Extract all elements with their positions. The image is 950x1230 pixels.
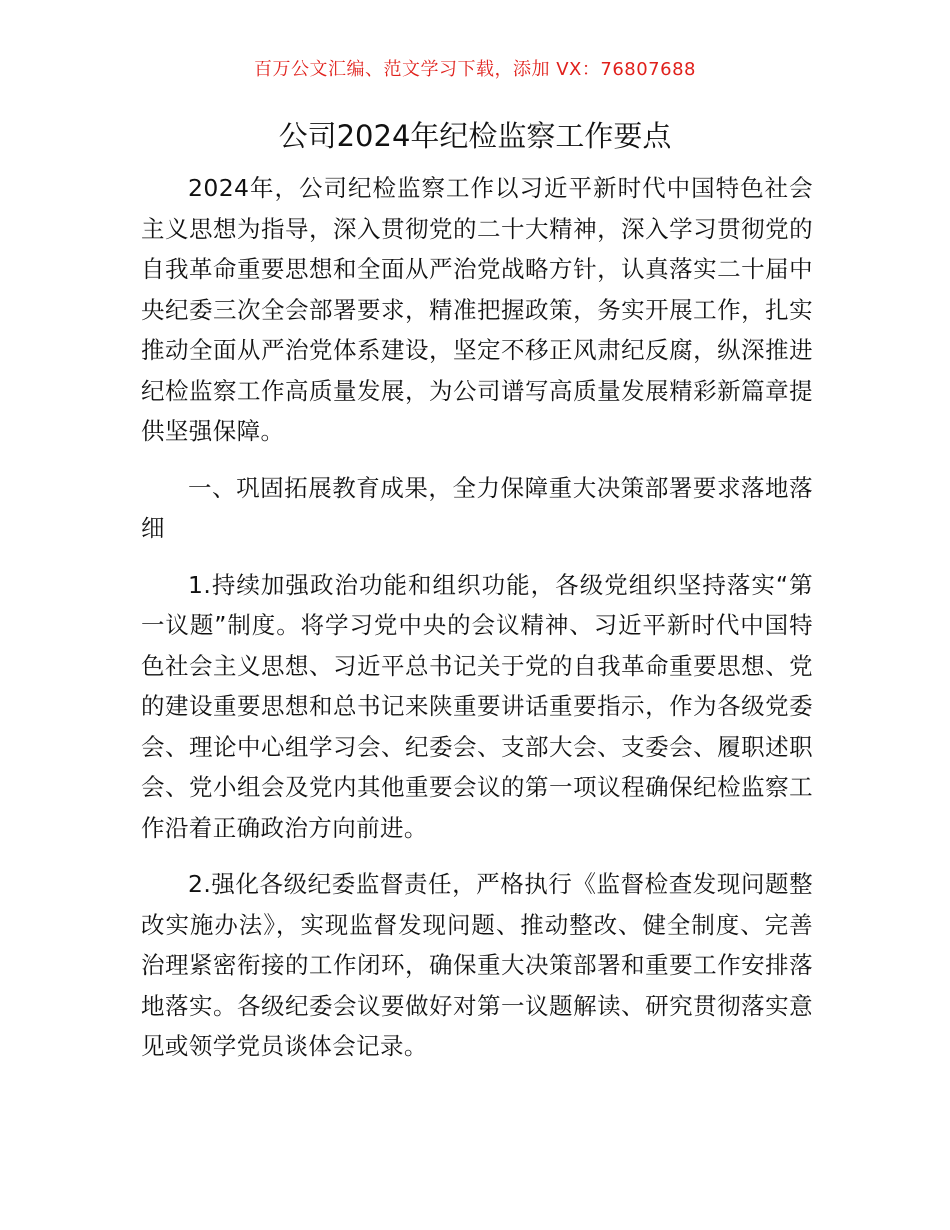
document-body: [141, 168, 813, 1083]
item-paragraph-1: 1.持续加强政治功能和组织功能，各级党组织坚持落实“第一议题”制度。将学习党中央的会议精神、习近平新时代中国特色社会主义思想、习近平总书记关于党的自我革命重要思想、党的建设重要思想和总书记来陕重要讲话重要指示，作为各级党委会、理论中心组学习会、纪委会、支部大会、支委会、履职述职会、党小组会及党内其他重要会议的第一项议程确保纪检监察工作沿着正确政治方向前进。: [141, 570, 813, 842]
document-title: 公司2024年纪检监察工作要点: [278, 119, 672, 153]
item-paragraph-2: 2.强化各级纪委监督责任，严格执行《监督检查发现问题整改实施办法》，实现监督发现问题、推动整改、健全制度、完善治理紧密衔接的工作闭环，确保重大决策部署和重要工作安排落地落实。各级纪委会议要做好对第一议题解读、研究贯彻落实意见或领学党员谈体会记录。: [141, 870, 813, 1060]
intro-paragraph: 2024年，公司纪检监察工作以习近平新时代中国特色社会主义思想为指导，深入贯彻党的二十大精神，深入学习贯彻党的自我革命重要思想和全面从严治党战略方针，认真落实二十届中央纪委三次全会部署要求，精准把握政策，务实开展工作，扎实推动全面从严治党体系建设，坚定不移正风肃纪反腐，纵深推进纪检监察工作高质量发展，为公司谱写高质量发展精彩新篇章提供坚强保障。: [141, 174, 813, 445]
section-heading-1: 一、巩固拓展教育成果，全力保障重大决策部署要求落地落细: [141, 473, 813, 542]
header-note: 百万公文汇编、范文学习下载，添加 VX：76807688: [254, 59, 696, 80]
